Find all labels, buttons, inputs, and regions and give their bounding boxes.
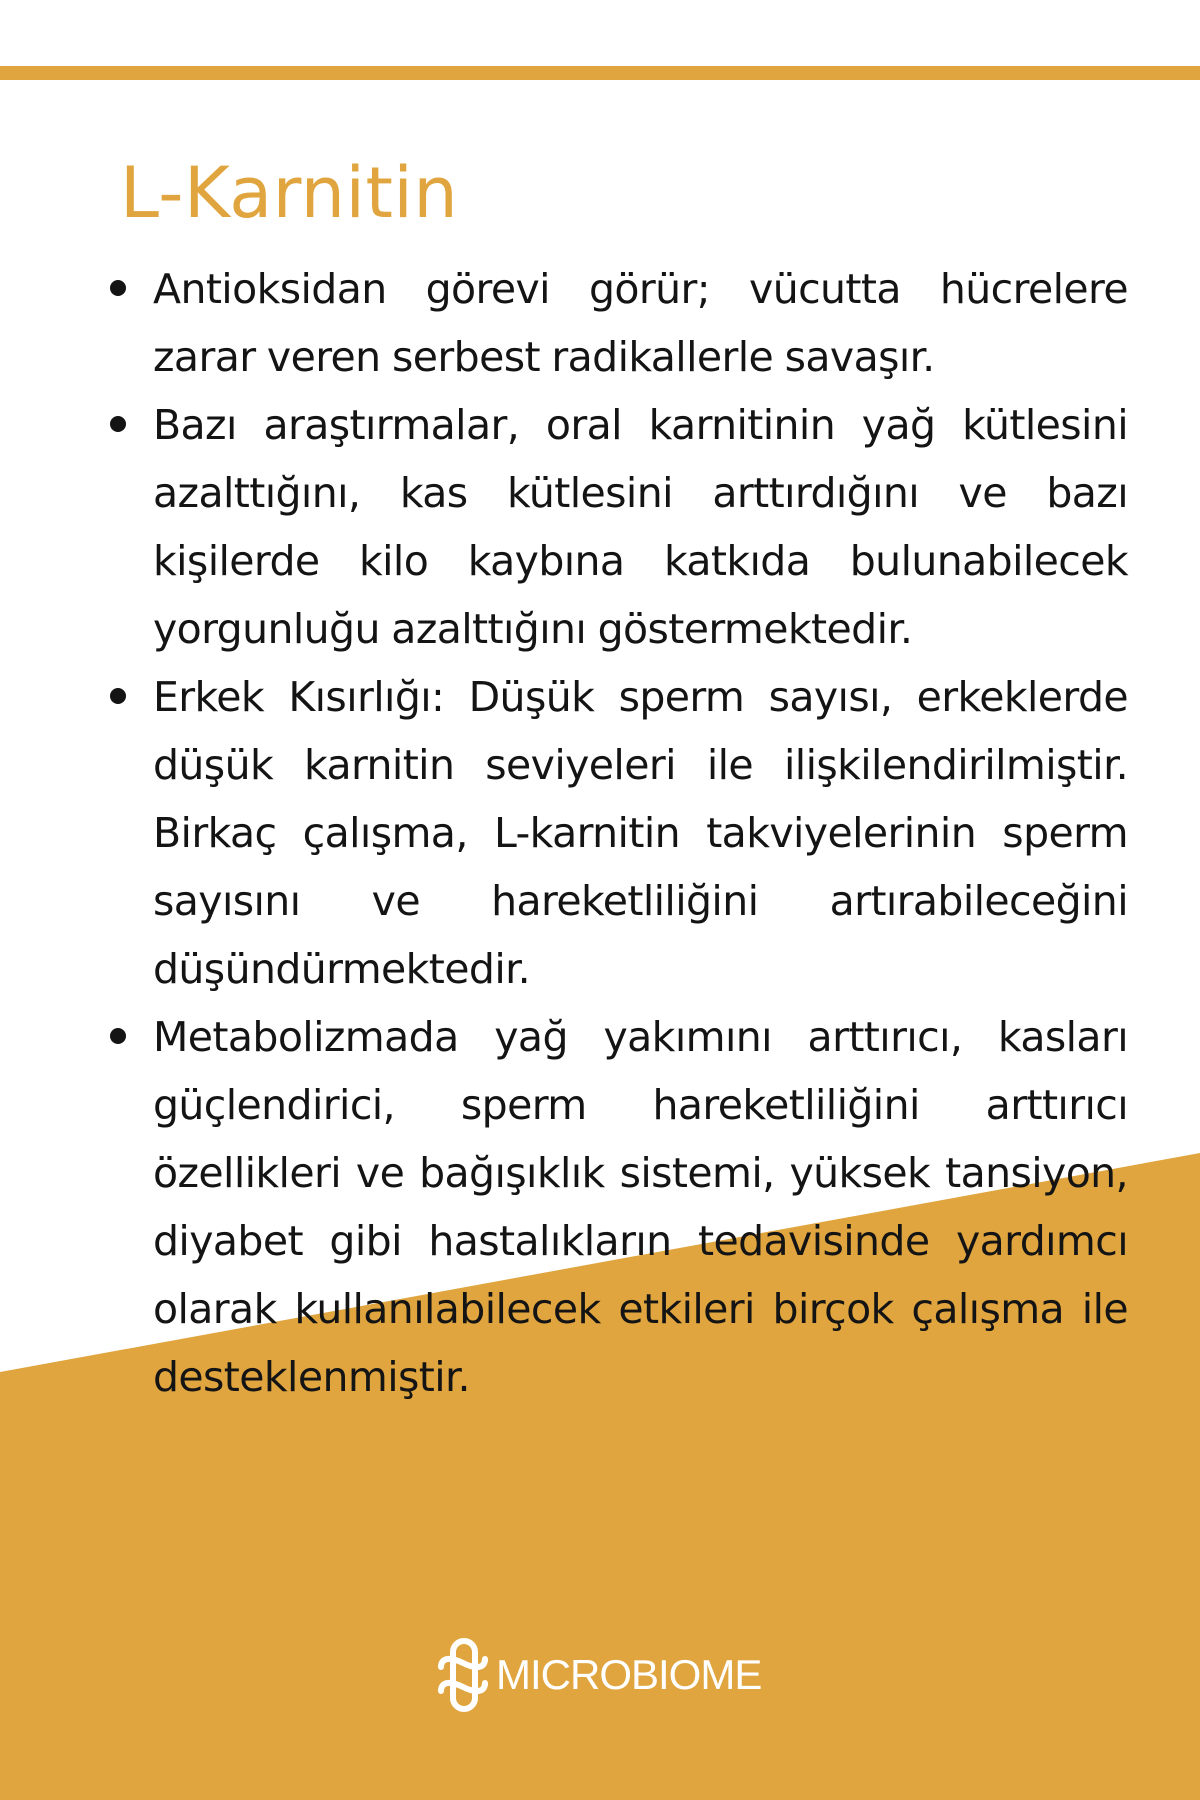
bullet-dot-icon (110, 280, 126, 296)
bullet-text: Antioksidan görevi görür; vücutta hücrelere zarar veren serbest radikallerle savaşır. (153, 265, 1128, 381)
bullet-item (153, 663, 1128, 1003)
bullet-item (153, 1003, 1128, 1411)
bullet-text: Bazı araştırmalar, oral karnitinin yağ kütlesini azalttığını, kas kütlesini arttırdığını ve bazı kişilerde kilo kaybına katkıda bulunabilecek yorgunluğu azalttığını göstermektedir. (153, 401, 1128, 653)
bullet-dot-icon (110, 1028, 126, 1044)
bullet-list (153, 255, 1128, 1411)
bullet-text: Erkek Kısırlığı: Düşük sperm sayısı, erkeklerde düşük karnitin seviyeleri ile ilişkilendirilmiştir. Birkaç çalışma, L-karnitin takviyelerinin sperm sayısını ve hareketliliğini artırabileceğini düşündürmektedir. (153, 673, 1128, 993)
bullet-dot-icon (110, 688, 126, 704)
page-title: L-Karnitin (120, 152, 459, 234)
bullet-item (153, 255, 1128, 391)
brand-name: MICROBIOME (496, 1651, 762, 1698)
bullet-dot-icon (110, 416, 126, 432)
bullet-text: Metabolizmada yağ yakımını arttırıcı, kasları güçlendirici, sperm hareketliliğini arttırıcı özellikleri ve bağışıklık sistemi, yüksek tansiyon, diyabet gibi hastalıkların tedavisinde yardımcı olarak kullanılabilecek etkileri birçok çalışma ile desteklenmiştir. (153, 1013, 1128, 1401)
bullet-item (153, 391, 1128, 663)
microbiome-logo-icon (436, 1637, 490, 1713)
brand-logo (436, 1637, 761, 1713)
